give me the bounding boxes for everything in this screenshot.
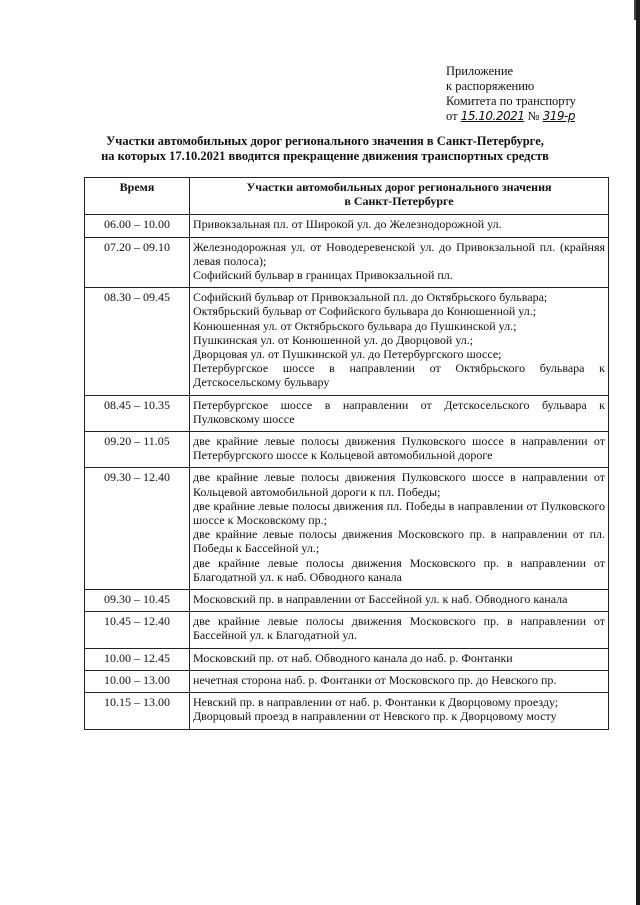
time-cell: 10.15 – 13.00 xyxy=(85,693,190,729)
road-section-text: две крайние левые полосы движения Московского пр. в направлении от Благодатной ул. к наб. Обводного канала xyxy=(193,555,605,584)
time-cell: 09.30 – 10.45 xyxy=(85,590,190,612)
road-section-text: Софийский бульвар в границах Привокзальной пл. xyxy=(193,268,453,283)
table-header-row xyxy=(85,178,609,215)
road-section-cell xyxy=(190,590,609,612)
table-row xyxy=(85,432,609,468)
road-section-cell xyxy=(190,693,609,729)
scan-edge-mark xyxy=(634,0,636,20)
road-section-text: две крайние левые полосы движения пл. Победы в направлении от Пулковского шоссе к Московскому пр.; xyxy=(193,498,605,528)
title-line: Участки автомобильных дорог регионального значения в Санкт-Петербурге, xyxy=(106,134,544,148)
road-section-text: Невский пр. в направлении от наб. р. Фонтанки к Дворцовому проезду; xyxy=(193,695,559,710)
table-row xyxy=(85,670,609,692)
appendix-date-line xyxy=(446,109,596,124)
time-cell: 07.20 – 09.10 xyxy=(85,237,190,288)
road-section-text: Дворцовая ул. от Пушкинской ул. до Петербургского шоссе; xyxy=(193,347,502,362)
table-row xyxy=(85,395,609,431)
time-cell: 10.00 – 13.00 xyxy=(85,670,190,692)
road-section-text: Дворцовый проезд в направлении от Невского пр. к Дворцовому мосту xyxy=(193,709,557,724)
table-row xyxy=(85,288,609,395)
road-section-cell xyxy=(190,432,609,468)
time-cell: 08.30 – 09.45 xyxy=(85,288,190,395)
table-row xyxy=(85,648,609,670)
time-cell: 06.00 – 10.00 xyxy=(85,215,190,237)
road-section-cell xyxy=(190,468,609,590)
road-section-text: Железнодорожная ул. от Новодеревенской ул. до Привокзальной пл. (крайняя левая полоса); xyxy=(193,239,605,268)
road-section-text: Пушкинская ул. от Конюшенной ул. до Дворцовой ул.; xyxy=(193,332,474,347)
time-cell: 09.20 – 11.05 xyxy=(85,432,190,468)
road-section-text: Петербургское шоссе в направлении от Детскосельского бульвара к Пулковскому шоссе xyxy=(193,397,605,426)
road-section-cell xyxy=(190,237,609,288)
table-row xyxy=(85,237,609,288)
road-section-text: Конюшенная ул. от Октябрьского бульвара до Пушкинской ул.; xyxy=(193,318,517,333)
road-section-text: Московский пр. от наб. Обводного канала до наб. р. Фонтанки xyxy=(193,650,513,665)
time-cell: 09.30 – 12.40 xyxy=(85,468,190,590)
road-section-cell xyxy=(190,288,609,395)
handwritten-number: 319-р xyxy=(542,109,575,123)
road-section-cell xyxy=(190,395,609,431)
table-row xyxy=(85,215,609,237)
title-line: на которых 17.10.2021 вводится прекращение движения транспортных средств xyxy=(101,149,549,163)
scan-edge xyxy=(636,0,640,905)
road-section-text: Московский пр. в направлении от Бассейной ул. к наб. Обводного канала xyxy=(193,592,568,607)
table-row xyxy=(85,612,609,648)
appendix-line: Приложение xyxy=(446,64,514,78)
appendix-line: Комитета по транспорту xyxy=(446,94,576,108)
from-label: от xyxy=(446,109,458,123)
header-sections xyxy=(190,178,609,215)
time-cell: 08.45 – 10.35 xyxy=(85,395,190,431)
closure-schedule-table xyxy=(84,177,609,730)
header-time: Время xyxy=(85,178,190,215)
number-label: № xyxy=(527,109,540,123)
road-section-cell xyxy=(190,648,609,670)
appendix-line: к распоряжению xyxy=(446,79,535,93)
road-section-text: Октябрьский бульвар от Софийского бульвара до Конюшенной ул.; xyxy=(193,304,537,319)
road-section-cell xyxy=(190,670,609,692)
table-row xyxy=(85,468,609,590)
road-section-cell xyxy=(190,215,609,237)
road-section-text: Софийский бульвар от Привокзальной пл. до Октябрьского бульвара; xyxy=(193,290,548,305)
road-section-text: Петербургское шоссе в направлении от Октябрьского бульвара к Детскосельскому бульвару xyxy=(193,361,605,390)
header-sections-line: в Санкт-Петербурге xyxy=(344,194,454,209)
time-cell: 10.00 – 12.45 xyxy=(85,648,190,670)
road-section-text: две крайние левые полосы движения Московского пр. в направлении от пл. Победы к Бассейной ул.; xyxy=(193,527,605,556)
table-row xyxy=(85,590,609,612)
header-sections-line: Участки автомобильных дорог регионального значения xyxy=(246,180,552,194)
appendix-block xyxy=(446,64,596,124)
handwritten-date: 15.10.2021 xyxy=(460,109,525,123)
road-section-text: две крайние левые полосы движения Московского пр. в направлении от Бассейной ул. к Благодатной ул. xyxy=(193,614,605,643)
document-title xyxy=(30,134,620,164)
road-section-text: две крайние левые полосы движения Пулковского шоссе в направлении от Петербургского шоссе к Кольцевой автомобильной дороге xyxy=(193,434,605,463)
road-section-text: нечетная сторона наб. р. Фонтанки от Московского пр. до Невского пр. xyxy=(193,672,557,687)
table-row xyxy=(85,693,609,729)
road-section-text: Привокзальная пл. от Широкой ул. до Железнодорожной ул. xyxy=(193,217,502,232)
time-cell: 10.45 – 12.40 xyxy=(85,612,190,648)
road-section-cell xyxy=(190,612,609,648)
road-section-text: две крайние левые полосы движения Пулковского шоссе в направлении от Кольцевой автомобильной дороги к пл. Победы; xyxy=(193,470,605,499)
